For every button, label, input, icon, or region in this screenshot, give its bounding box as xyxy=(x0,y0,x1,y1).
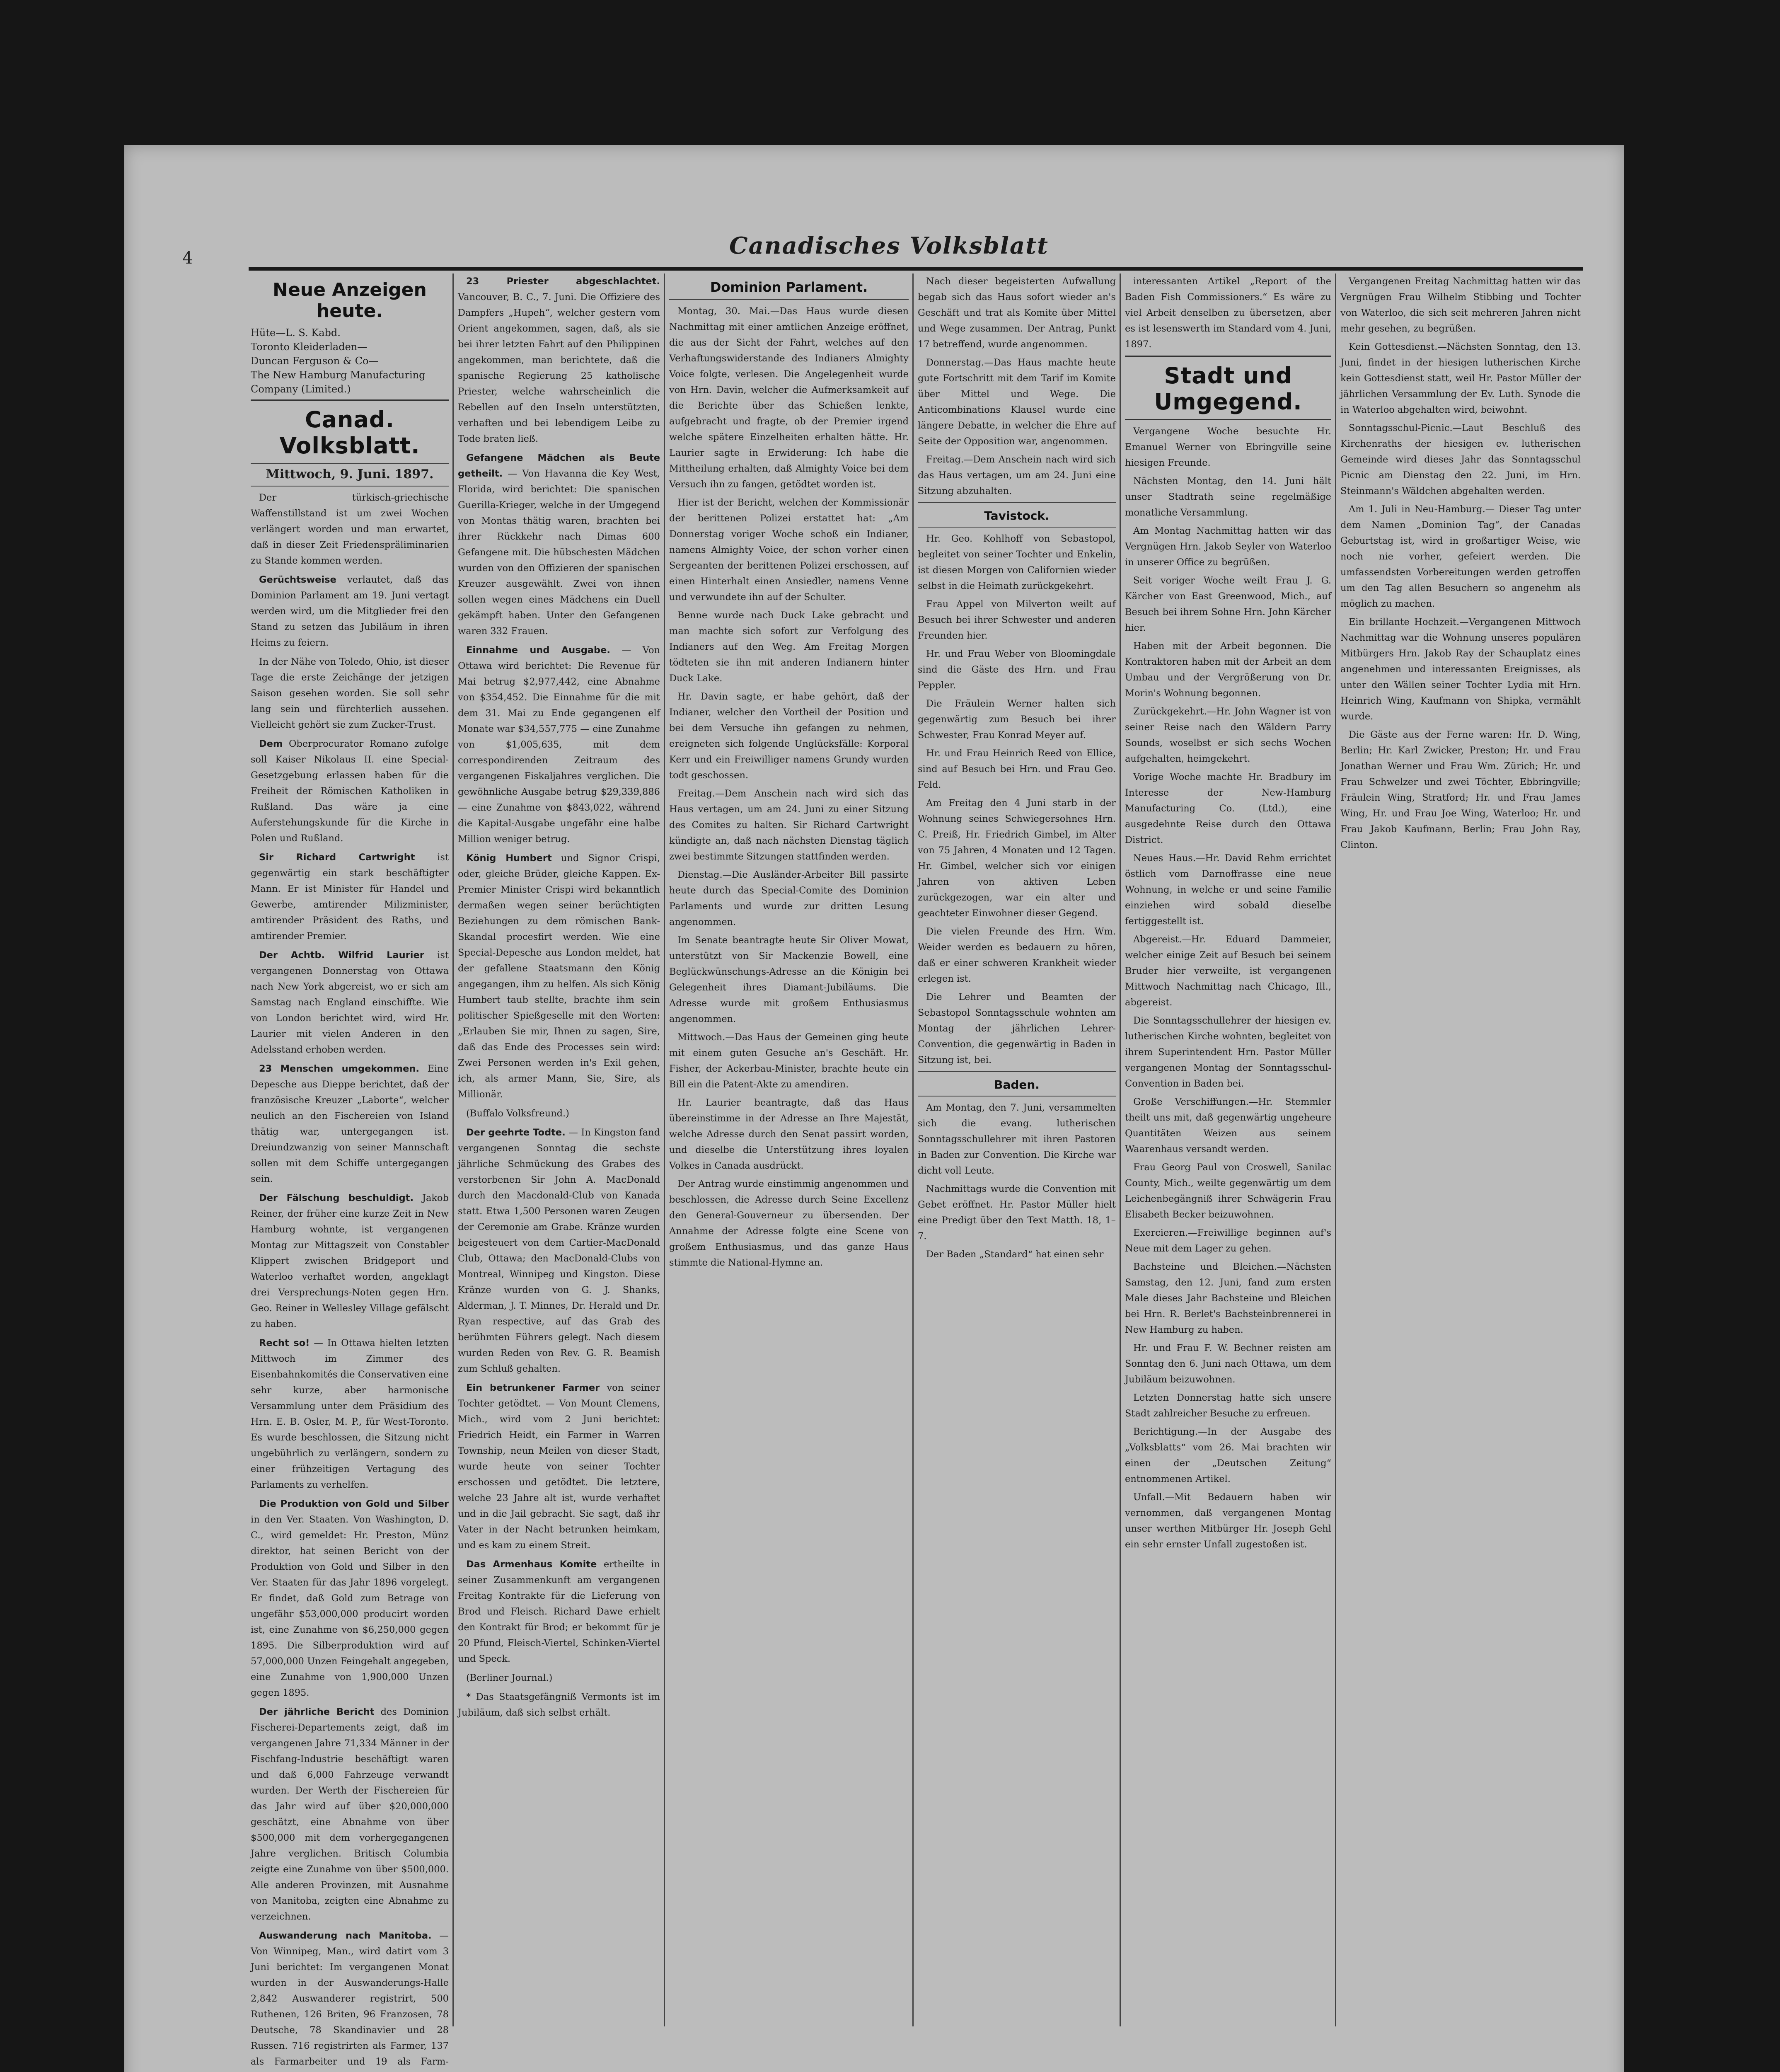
article-paragraph xyxy=(458,642,660,847)
article-text: — In Kingston fand vergangenen Sonntag die sechste jährliche Schmückung des Grabes des verstorbenen Sir John A. MacDonald durch den Macdonald-Club von Kanada statt. Etwa 1,500 Personen waren Zeugen der Ceremonie am Grabe. Kränze wurden beigesteuert von dem Cartier-MacDonald Club, Ottawa; den MacDonald-Clubs von Montreal, Winnipeg und Kingston. Diese Kränze wurden von G. J. Shanks, Alderman, J. T. Minnes, Dr. Herald und Dr. Ryan respective, auf das Grab des berühmten Führers gelegt. Nach diesem wurden Reden von Rev. G. R. Beamish zum Schluß gehalten. xyxy=(458,1127,660,1374)
paragraph: Benne wurde nach Duck Lake gebracht und man machte sich sofort zur Verfolgung des Indianers auf den Weg. Am Freitag Morgen tödteten sie ihn mit anderen Indianern hinter Duck Lake. xyxy=(669,610,909,684)
article-text: ist gegenwärtig ein stark beschäftigter Mann. Er ist Minister für Handel und Gewerbe, amtirender Milizminister, amtirender Präsident des Raths, und amtirender Premier. xyxy=(251,852,449,942)
article-text: * Das Staatsgefängniß Vermonts ist im Jubiläum, daß sich selbst erhält. xyxy=(458,1692,660,1718)
page-number: 4 xyxy=(182,249,193,268)
paragraph: Die Gäste aus der Ferne waren: Hr. D. Wing, Berlin; Hr. Karl Zwicker, Preston; Hr. und Frau Jonathan Werner und Frau Wm. Zürich; Hr. und Frau Schwelzer und zwei Töchter, Ebbringville; Fräulein Wing, Stratford; Hr. und Frau James Wing, Hr. und Frau Joe Wing, Waterloo; Hr. und Frau Jakob Kaufmann, Berlin; Frau John Ray, Clinton. xyxy=(1340,729,1581,850)
article xyxy=(918,274,1116,499)
article-text: Der türkisch-griechische Waffenstillstand ist um zwei Wochen verlängert worden und man erwartet, daß in dieser Zeit Friedenspräliminarien zu Stande kommen werden. xyxy=(251,492,449,566)
article-title: Dem xyxy=(259,738,283,749)
article-paragraph xyxy=(251,1496,449,1701)
paragraph: Der Antrag wurde einstimmig angenommen und beschlossen, die Adresse durch Seine Excellenz den General-Gouverneur zu übersenden. Der Annahme der Adresse folgte eine Scene von großem Enthusiasmus, und das ganze Haus stimmte die National-Hymne an. xyxy=(669,1179,909,1268)
ad-item: Duncan Ferguson & Co— xyxy=(251,355,379,367)
article xyxy=(251,1335,449,1493)
article-text: — In Ottawa hielten letzten Mittwoch im Zimmer des Eisenbahnkomités die Conservativen eine sehr kurze, aber harmonische Versammlung unter dem Präsidium des Hrn. E. B. Osler, M. P., für West-Toronto. Es wurde beschlossen, die Sitzung nicht ungebührlich zu verlängern, sondern zu einer frühzeitigen Vertagung des Parlaments zu verhelfen. xyxy=(251,1338,449,1490)
new-ads-heading: Neue Anzeigen heute. xyxy=(273,279,427,322)
article-paragraph xyxy=(458,1556,660,1667)
article-text: — Von Havanna die Key West, Florida, wird berichtet: Die spanischen Guerilla-Krieger, welche in der Umgegend von Montas thätig waren, brachten bei ihrer Rückkehr nach Dimas 600 Gefangene mit. Die hübschesten Mädchen wurden von den Offizieren der spanischen Kreuzer ausgewählt. Zwei von ihnen sollen wegen eines Mädchens ein Duell gekämpft haben. Unter den Gefangenen waren 332 Frauen. xyxy=(458,468,660,637)
article-text: — Von Winnipeg, Man., wird datirt vom 3 Juni berichtet: Im vergangenen Monat wurden in der Auswanderungs-Halle 2,842 Auswanderer registrirt, 500 Ruthenen, 126 Briten, 96 Franzosen, 78 Deutsche, 78 Skandinavier und 28 Russen. 716 registrirten als Farmer, 137 als Farmarbeiter und 19 als Farm- xyxy=(251,1930,449,2067)
paragraph: Kein Gottesdienst.—Nächsten Sonntag, den 13. Juni, findet in der hiesigen lutherischen Kirche kein Gottesdienst statt, weil Hr. Pastor Müller der jährlichen Versammlung der Ev. Luth. Synode die in Waterloo abgehalten wird, beiwohnt. xyxy=(1340,341,1581,415)
paragraph: Vergangenen Freitag Nachmittag hatten wir das Vergnügen Frau Wilhelm Stibbing und Tochter von Waterloo, die sich seit mehreren Jahren nicht mehr gesehen, zu begrüßen. xyxy=(1340,276,1581,334)
paragraph: Haben mit der Arbeit begonnen. Die Kontraktoren haben mit der Arbeit an dem Umbau und der Vergrößerung von Dr. Morin's Wohnung begonnen. xyxy=(1125,641,1331,699)
paragraph: Am Montag, den 7. Juni, versammelten sich die evang. lutherischen Sonntagsschullehrer mit ihren Pastoren in Baden zur Convention. Die Kirche war dicht voll Leute. xyxy=(918,1102,1116,1176)
article-title: Der geehrte Todte. xyxy=(466,1127,566,1138)
issue-date: Mittwoch, 9. Juni. 1897. xyxy=(266,467,434,482)
paragraph: Letzten Donnerstag hatte sich unsere Stadt zahlreicher Besuche zu erfreuen. xyxy=(1125,1392,1331,1419)
column-rule xyxy=(1335,274,1336,2026)
divider xyxy=(251,463,449,464)
paragraph: Unfall.—Mit Bedauern haben wir vernommen, daß vergangenen Montag unser werthen Mitbürger Hr. Joseph Gehl ein sehr ernster Unfall zugestoßen ist. xyxy=(1125,1492,1331,1550)
article-text: Oberprocurator Romano zufolge soll Kaiser Nikolaus II. eine Special-Gesetzgebung erlassen haben für die Freiheit der Römischen Katholiken in Rußland. Das wäre ja eine Auferstehungskunde für die Kirche in Polen und Rußland. xyxy=(251,738,449,844)
column-3 xyxy=(669,274,909,2026)
masthead-rule xyxy=(249,267,1583,271)
column-rule xyxy=(452,274,454,2026)
section-heading-baden: Baden. xyxy=(994,1078,1040,1092)
paragraph: Der Baden „Standard“ hat einen sehr xyxy=(926,1249,1104,1260)
paragraph: Große Verschiffungen.—Hr. Stemmler theilt uns mit, daß gegenwärtig ungeheure Quantitäten Weizen aus seinem Waarenhaus versandt werden. xyxy=(1125,1097,1331,1155)
article-title: Das Armenhaus Komite xyxy=(466,1559,597,1570)
article-text: Jakob Reiner, der früher eine kurze Zeit in New Hamburg wohnte, ist vergangenen Montag zur Mittagszeit von Constabler Klippert zwischen Bridgeport und Waterloo verhaftet worden, angeklagt drei Versprechungs-Noten gegen Hrn. Geo. Reiner in Wellesley Village gefälscht zu haben. xyxy=(251,1193,449,1329)
paragraph: Am Freitag den 4 Juni starb in der Wohnung seines Schwiegersohnes Hrn. C. Preiß, Hr. Friedrich Gimbel, im Alter von 75 Jahren, 4 Monaten und 12 Tagen. Hr. Gimbel, welcher sich vor einigen Jahren von aktiven Leben zurückgezogen, war ein alter und geachteter Einwohner dieser Gegend. xyxy=(918,798,1116,919)
article-text: in den Ver. Staaten. Von Washington, D. C., wird gemeldet: Hr. Preston, Münz direktor, hat seinen Bericht von der Produktion von Gold und Silber in den Ver. Staaten für das Jahr 1896 vorgelegt. Er findet, daß Gold zum Betrage von ungefähr $53,000,000 producirt worden ist, eine Zunahme von $6,250,000 gegen 1895. Die Silberproduktion wird auf 57,000,000 Unzen Feingehalt angegeben, eine Zunahme von 1,900,000 Unzen gegen 1895. xyxy=(251,1514,449,1698)
article xyxy=(251,947,449,1058)
article-paragraph xyxy=(458,850,660,1102)
article xyxy=(918,531,1116,1068)
paragraph: Abgereist.—Hr. Eduard Dammeier, welcher einige Zeit auf Besuch bei seinem Bruder hier verweilte, ist vergangenen Mittwoch Nachmittag nach Chicago, Ill., abgereist. xyxy=(1125,934,1331,1008)
article-title: Der Fälschung beschuldigt. xyxy=(259,1193,414,1203)
article-paragraph xyxy=(458,450,660,639)
paragraph: Vergangene Woche besuchte Hr. Emanuel Werner von Ebringville seine hiesigen Freunde. xyxy=(1125,426,1331,468)
article-title: Sir Richard Cartwright xyxy=(259,852,415,863)
article xyxy=(458,1556,660,1667)
article-paragraph xyxy=(458,1689,660,1721)
article-paragraph xyxy=(458,1380,660,1553)
paragraph: interessanten Artikel „Report of the Baden Fish Commissioners.“ Es wäre zu viel Arbeit denselben zu übersetzen, aber es ist lesenswerth im Standard vom 4. Juni, 1897. xyxy=(1125,276,1331,350)
column-rule xyxy=(912,274,914,2026)
divider xyxy=(251,399,449,401)
article-text: des Dominion Fischerei-Departements zeigt, daß im vergangenen Jahre 71,334 Männer in der Fischfang-Industrie beschäftigt waren und daß 6,000 Fahrzeuge verwandt wurden. Der Werth der Fischereien für das Jahr wird auf über $20,000,000 geschätzt, eine Abnahme von über $500,000 mit dem vorhergegangenen Jahre verglichen. Britisch Columbia zeigte eine Zunahme von über $500,000. Alle anderen Provinzen, mit Ausnahme von Manitoba, zeigten eine Abnahme zu verzeichnen. xyxy=(251,1706,449,1922)
paragraph: Die Sonntagsschullehrer der hiesigen ev. lutherischen Kirche wohnten, begleitet von ihrem Superintendent Hrn. Pastor Müller vergangenen Montag der Sonntagsschul-Convention in Baden bei. xyxy=(1125,1015,1331,1089)
paragraph: Im Senate beantragte heute Sir Oliver Mowat, unterstützt von Sir Mackenzie Bowell, eine Beglückwünschungs-Adresse an die Königin bei Gelegenheit ihres Diamant-Jubiläums. Die Adresse wurde mit großem Enthusiasmus angenommen. xyxy=(669,935,909,1024)
paragraph: Dienstag.—Die Ausländer-Arbeiter Bill passirte heute durch das Special-Comite des Dominion Parlaments und wurde zur dritten Lesung angenommen. xyxy=(669,869,909,927)
article-title: Ein betrunkener Farmer xyxy=(466,1382,600,1393)
article-paragraph xyxy=(251,1335,449,1493)
paragraph: Donnerstag.—Das Haus machte heute gute Fortschritt mit dem Tarif im Komite über Mittel und Wege. Die Anticombinations Klausel wurde eine längere Debatte, in welcher die Ehre auf Seite der Opposition war, angenommen. xyxy=(918,357,1116,447)
divider xyxy=(918,502,1116,503)
article xyxy=(251,1928,449,2072)
paragraph: Hr. Davin sagte, er habe gehört, daß der Indianer, welcher den Vortheil der Position und bei dem Versuche ihn gefangen zu nehmen, ereigneten sich folgende Unglücksfälle: Korporal Kerr und ein Freiwilliger namens Grundy wurden todt geschossen. xyxy=(669,691,909,781)
article-text: und Signor Crispi, oder, gleiche Brüder, gleiche Kappen. Ex-Premier Minister Crispi wird bekanntlich dermaßen wegen seiner berüchtigten Beziehungen zu dem römischen Bank-Skandal procesfirt werden. Wie eine Special-Depesche aus London meldet, hat der gefallene Staatsmann den König angegangen, ihm zu helfen. Als sich König Humbert taub stellte, brachte ihm sein politischer Spießgeselle mit den Worten: „Erlauben Sie mir, Ihnen zu sagen, Sire, daß das Ende des Processes sein wird: Zwei Personen werden in's Exil gehen, ich, als armer Mann, Sie, Sire, als Millionär. xyxy=(458,853,660,1100)
divider xyxy=(1125,419,1331,420)
article xyxy=(251,1704,449,1924)
divider xyxy=(1125,356,1331,357)
paragraph: Montag, 30. Mai.—Das Haus wurde diesen Nachmittag mit einer amtlichen Anzeige eröffnet, die aus der Sicht der Fahrt, welches auf den Verhaftungswiderstande des Indianers Almighty Voice folgte, verlesen. Die Angelegenheit wurde von Hrn. Davin, welcher die Aufmerksamkeit auf die Berichte über das Schießen lenkte, aufgebracht und fragte, ob der Premier irgend welche spätere Einzelheiten erhalten hätte. Hr. Laurier sagte in Erwiderung: Ich habe die Mittheilung erhalten, daß Almighty Voice bei dem Versuch ihn zu fangen, getödtet worden ist. xyxy=(669,306,909,490)
divider xyxy=(918,1096,1116,1097)
article-paragraph xyxy=(458,1106,660,1121)
article xyxy=(1125,274,1331,352)
article-title: 23 Menschen umgekommen. xyxy=(259,1063,419,1074)
article-paragraph xyxy=(251,654,449,733)
article-text: Vancouver, B. C., 7. Juni. Die Offiziere des Dampfers „Hupeh“, welcher gestern vom Orient angekommen, sagen, daß, als sie bei ihrer letzten Fahrt auf den Philippinen angekommen, man berichtete, daß die spanische Regierung 25 katholische Priester, welche wahrscheinlich die Rebellen auf den Inseln unterstützten, verhaften und bei lebendigem Leibe zu Tode braten ließ. xyxy=(458,292,660,444)
divider xyxy=(918,1071,1116,1072)
article xyxy=(458,450,660,639)
article xyxy=(458,1670,660,1686)
paragraph: Hr. Laurier beantragte, daß das Haus übereinstimme in der Adresse an Ihre Majestät, welche Adresse durch den Senat passirt worden, und dieselbe die Unterstützung ihres loyalen Volkes in Canada ausdrückt. xyxy=(669,1097,909,1171)
column-4 xyxy=(918,274,1116,2026)
paragraph: Freitag.—Dem Anschein nach wird sich das Haus vertagen, um am 24. Juni zu einer Sitzung des Comites zu halten. Sir Richard Cartwright kündigte an, daß nach nächsten Dienstag täglich zwei bestimmte Sitzungen stattfinden werden. xyxy=(669,788,909,862)
article xyxy=(251,850,449,944)
article xyxy=(1125,424,1331,1552)
article-text: verlautet, daß das Dominion Parlament am 19. Juni vertagt werden wird, um die Mitglieder frei den Stand zu setzen das Jubiläum in ihren Heims zu feiern. xyxy=(251,574,449,648)
paragraph: Freitag.—Dem Anschein nach wird sich das Haus vertagen, um am 24. Juni eine Sitzung abzuhalten. xyxy=(918,454,1116,496)
paragraph: Ein brillante Hochzeit.—Vergangenen Mittwoch Nachmittag war die Wohnung unseres populären Mitbürgers Hrn. Jakob Ray der Schauplatz eines angenehmen und interessanten Ereignisses, als unter den Wällen seiner Tochter Lydia mit Hrn. Heinrich Wing, Kaufmann von Shipka, vermählt wurde. xyxy=(1340,617,1581,722)
article-paragraph xyxy=(251,1928,449,2072)
column-rule xyxy=(664,274,665,2026)
ad-item: Toronto Kleiderladen— xyxy=(251,341,368,353)
article xyxy=(669,303,909,1271)
paragraph: Die vielen Freunde des Hrn. Wm. Weider werden es bedauern zu hören, daß er einer schweren Krankheit wieder erlegen ist. xyxy=(918,926,1116,984)
section-heading-tavistock: Tavistock. xyxy=(984,509,1050,523)
paper-title: Canad. Volksblatt. xyxy=(279,407,420,459)
article xyxy=(251,572,449,651)
article-text: ertheilte in seiner Zusammenkunft am vergangenen Freitag Kontrakte für die Lieferung von Brod und Fleisch. Richard Dawe erhielt den Kontrakt für Brod; er bekommt für je 20 Pfund, Fleisch-Viertel, Schinken-Viertel und Speck. xyxy=(458,1559,660,1664)
paragraph: Vorige Woche machte Hr. Bradbury im Interesse der New-Hamburg Manufacturing Co. (Ltd.), eine ausgedehnte Reise durch den Ottawa District. xyxy=(1125,772,1331,845)
article-list xyxy=(251,572,449,2072)
ads-list xyxy=(251,326,449,396)
article-title: Gefangene Mädchen als Beute getheilt. xyxy=(458,453,660,479)
article xyxy=(458,642,660,847)
column-rule xyxy=(1120,274,1121,2026)
article-list xyxy=(458,274,660,1721)
ad-item: The New Hamburg Manufacturing Company (Limited.) xyxy=(251,369,426,395)
article-text: (Buffalo Volksfreund.) xyxy=(466,1108,569,1119)
paragraph: Nach dieser begeisterten Aufwallung begab sich das Haus sofort wieder an's Geschäft und trat als Komite über Mittel und Wege zusammen. Der Antrag, Punkt 17 betreffend, wurde angenommen. xyxy=(918,276,1116,350)
paragraph: Die Lehrer und Beamten der Sebastopol Sonntagsschule wohnten am Montag der jährlichen Lehrer-Convention, die gegenwärtig in Baden in Sitzung ist, bei. xyxy=(918,992,1116,1065)
article-paragraph xyxy=(458,1670,660,1686)
column-6 xyxy=(1340,274,1581,2026)
paragraph: Hr. und Frau Weber von Bloomingdale sind die Gäste des Hrn. und Frau Peppler. xyxy=(918,649,1116,691)
paragraph: Zurückgekehrt.—Hr. John Wagner ist von seiner Reise nach den Wäldern Parry Sounds, woselbst er sich sechs Wochen aufgehalten, heimgekehrt. xyxy=(1125,706,1331,764)
article xyxy=(458,1125,660,1377)
paragraph: Exercieren.—Freiwillige beginnen auf's Neue mit dem Lager zu gehen. xyxy=(1125,1227,1331,1254)
article-title: Die Produktion von Gold und Silber xyxy=(259,1498,449,1509)
paragraph: Hr. und Frau Heinrich Reed von Ellice, sind auf Besuch bei Hrn. und Frau Geo. Feld. xyxy=(918,748,1116,790)
article xyxy=(458,850,660,1102)
article-text: In der Nähe von Toledo, Ohio, ist dieser Tage die erste Zeichänge der jetzigen Saison gesehen worden. Sie soll sehr lang sein und fürchterlich aussehen. Vielleicht gehört sie zum Zucker-Trust. xyxy=(251,656,449,730)
article-paragraph xyxy=(251,572,449,651)
article xyxy=(458,274,660,447)
paragraph: Am 1. Juli in Neu-Hamburg.— Dieser Tag unter dem Namen „Dominion Tag“, der Canadas Geburtstag ist, wird in großartiger Weise, wie noch nie vorher, gefeiert werden. Die umfassendsten Vorbereitungen werden getroffen um den Tag allen Besuchern so angenehm als möglich zu machen. xyxy=(1340,504,1581,609)
paragraph: Sonntagsschul-Picnic.—Laut Beschluß des Kirchenraths der hiesigen ev. lutherischen Gemeinde wird dieses Jahr das Sonntagsschul Picnic am Dienstag den 22. Juni, im Hrn. Steinmann's Wäldchen abgehalten werden. xyxy=(1340,423,1581,496)
article-paragraph xyxy=(458,274,660,447)
article xyxy=(251,1190,449,1332)
paragraph: Hr. Geo. Kohlhoff von Sebastopol, begleitet von seiner Tochter und Enkelin, ist diesen Morgen von Californien wieder selbst in die Heimath zurückgekehrt. xyxy=(918,533,1116,591)
article-paragraph xyxy=(251,1190,449,1332)
paragraph: Die Fräulein Werner halten sich gegenwärtig zum Besuch bei ihrer Schwester, Frau Konrad Meyer auf. xyxy=(918,698,1116,741)
divider xyxy=(669,299,909,300)
section-heading-stadt-und-umgegend: Stadt und Umgegend. xyxy=(1154,363,1302,415)
article-title: Auswanderung nach Manitoba. xyxy=(259,1930,432,1941)
article-text: Eine Depesche aus Dieppe berichtet, daß der französische Kreuzer „Laborte“, welcher neulich an den Fischereien von Island thätig war, untergegangen ist. Dreiundzwanzig von seiner Mannschaft sollen mit dem Schiffe untergegangen sein. xyxy=(251,1063,449,1184)
article-paragraph xyxy=(251,1061,449,1187)
article-title: Gerüchtsweise xyxy=(259,574,336,585)
article-title: Recht so! xyxy=(259,1338,310,1348)
section-heading-dominion-parlament: Dominion Parlament. xyxy=(710,279,868,295)
paragraph: Mittwoch.—Das Haus der Gemeinen ging heute mit einem guten Gesuche an's Geschäft. Hr. Fisher, der Ackerbau-Minister, brachte heute ein Bill ein die Patent-Akte zu amendiren. xyxy=(669,1032,909,1090)
column-2 xyxy=(458,274,660,2026)
paragraph: Neues Haus.—Hr. David Rehm errichtet östlich vom Darnoffrasse eine neue Wohnung, in welche er und seine Familie einziehen wird sobald dieselbe fertiggestellt ist. xyxy=(1125,853,1331,927)
article-paragraph xyxy=(458,1125,660,1377)
article xyxy=(251,1496,449,1701)
article xyxy=(251,490,449,569)
article-text: ist vergangenen Donnerstag von Ottawa nach New York abgereist, wo er sich am Samstag nach England einschiffte. Wie von London berichtet wird, wird Hr. Laurier mit vielen Anderen in den Adelsstand erhoben werden. xyxy=(251,950,449,1055)
article xyxy=(458,1106,660,1121)
article-title: Der Achtb. Wilfrid Laurier xyxy=(259,950,424,961)
article xyxy=(918,1100,1116,1262)
paragraph: Nachmittags wurde die Convention mit Gebet eröffnet. Hr. Pastor Müller hielt eine Predigt über den Text Matth. 18, 1–7. xyxy=(918,1184,1116,1242)
article-paragraph xyxy=(251,1704,449,1924)
paragraph: Frau Georg Paul von Croswell, Sanilac County, Mich., weilte gegenwärtig um dem Leichenbegängniß ihrer Schwägerin Frau Elisabeth Becker beizuwohnen. xyxy=(1125,1162,1331,1220)
article-text: — Von Ottawa wird berichtet: Die Revenue für Mai betrug $2,977,442, eine Abnahme von $354,452. Die Einnahme für die mit dem 31. Mai zu Ende gegangenen elf Monate war $34,557,775 — eine Zunahme von $1,005,635, mit dem correspondirenden Zeitraum des vergangenen Fiskaljahres verglichen. Die gewöhnliche Ausgabe betrug $29,339,886 — eine Zunahme von $843,022, während die Kapital-Ausgabe ungefähr eine halbe Million weniger betrug. xyxy=(458,645,660,845)
paragraph: Hr. und Frau F. W. Bechner reisten am Sonntag den 6. Juni nach Ottawa, um dem Jubiläum beizuwohnen. xyxy=(1125,1343,1331,1385)
column-5 xyxy=(1125,274,1331,2026)
column-1 xyxy=(251,274,449,2067)
article-paragraph xyxy=(251,850,449,944)
divider xyxy=(251,486,449,487)
divider xyxy=(918,527,1116,528)
article xyxy=(1340,274,1581,853)
paragraph: Hier ist der Bericht, welchen der Kommissionär der berittenen Polizei erstattet hat: „Am Donnerstag voriger Woche schoß ein Indianer, namens Almighty Voice, der schon vorher einen Sergeanten der berittenen Polizei erschossen, auf einen Hinterhalt einen Ansiedler, namens Venne und verwundete ihn auf der Schulter. xyxy=(669,497,909,603)
article xyxy=(251,654,449,733)
ad-item: Hüte—L. S. Kabd. xyxy=(251,327,341,339)
article xyxy=(458,1689,660,1721)
article xyxy=(251,736,449,846)
article-title: Der jährliche Bericht xyxy=(259,1706,375,1717)
article-paragraph xyxy=(251,947,449,1058)
paragraph: Bachsteine und Bleichen.—Nächsten Samstag, den 12. Juni, fand zum ersten Male dieses Jahr Bachsteine und Bleichen bei Hrn. R. Berlet's Bachsteinbrennerei in New Hamburg zu haben. xyxy=(1125,1261,1331,1335)
paragraph: Berichtigung.—In der Ausgabe des „Volksblatts“ vom 26. Mai brachten wir einen der „Deutschen Zeitung“ entnommenen Artikel. xyxy=(1125,1426,1331,1484)
article-title: 23 Priester abgeschlachtet. xyxy=(466,276,660,287)
article xyxy=(251,1061,449,1187)
masthead: Canadisches Volksblatt xyxy=(729,232,1049,259)
article-paragraph xyxy=(251,736,449,846)
article xyxy=(458,1380,660,1553)
article-title: Einnahme und Ausgabe. xyxy=(466,645,610,656)
paragraph: Nächsten Montag, den 14. Juni hält unser Stadtrath seine regelmäßige monatliche Versammlung. xyxy=(1125,476,1331,518)
paragraph: Am Montag Nachmittag hatten wir das Vergnügen Hrn. Jakob Seyler von Waterloo in unserer Office zu begrüßen. xyxy=(1125,525,1331,568)
article-text: (Berliner Journal.) xyxy=(466,1673,553,1683)
paragraph: Frau Appel von Milverton weilt auf Besuch bei ihrer Schwester und anderen Freunden hier. xyxy=(918,599,1116,641)
article-text: von seiner Tochter getödtet. — Von Mount Clemens, Mich., wird vom 2 Juni berichtet: Friedrich Heidt, ein Farmer in Warren Township, neun Meilen von dieser Stadt, wurde heute von seiner Tochter erschossen und getödtet. Die letztere, welche 23 Jahre alt ist, wurde verhaftet und in die Jail gebracht. Sie sagt, daß ihr Vater in der Nacht betrunken heimkam, und es kam zu einem Streit. xyxy=(458,1382,660,1551)
article-title: König Humbert xyxy=(466,853,552,864)
paragraph: Seit voriger Woche weilt Frau J. G. Kärcher von East Greenwood, Mich., auf Besuch bei ihrem Sohne Hrn. John Kärcher hier. xyxy=(1125,575,1331,633)
